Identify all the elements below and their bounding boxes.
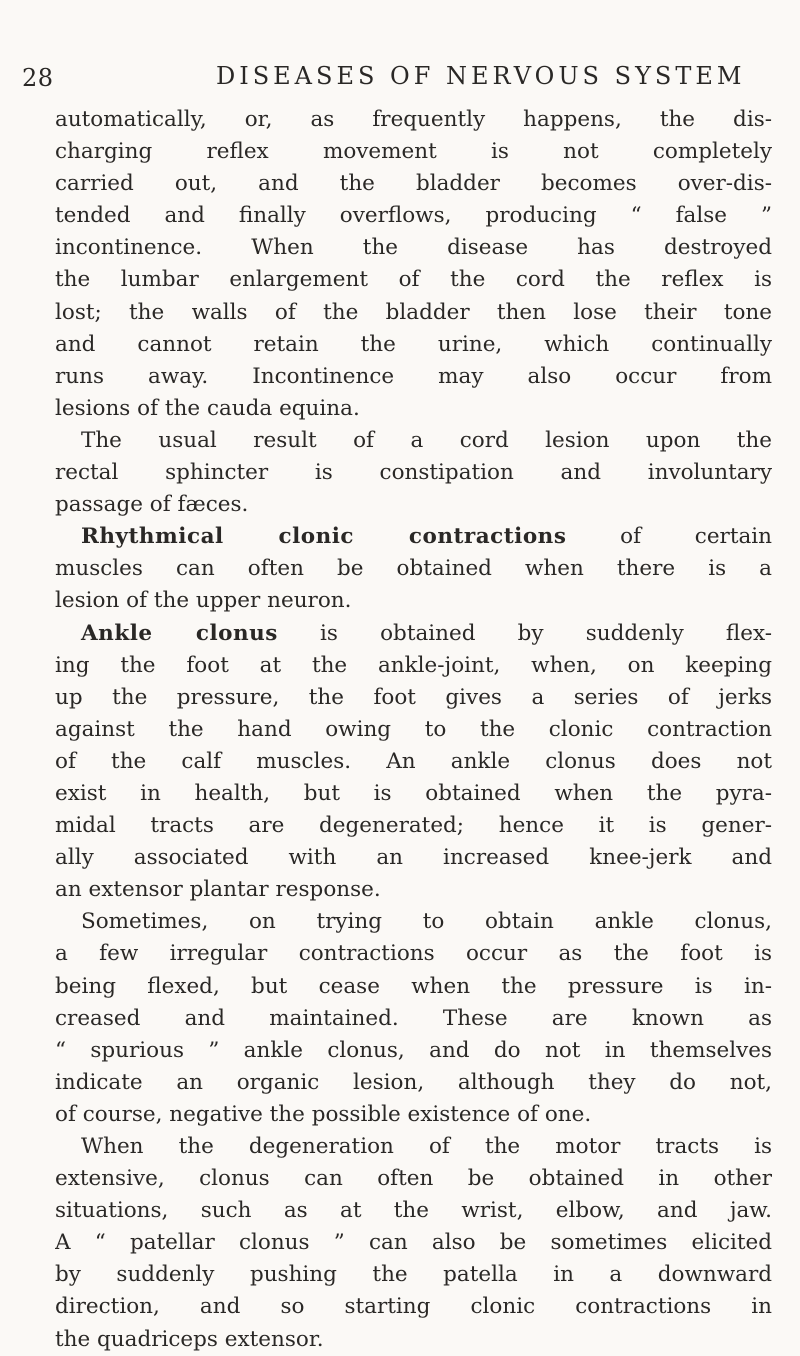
line-text: midal tracts are degenerated; hence it is gener-: [55, 813, 772, 839]
text-line: [55, 200, 772, 232]
line-text: When the degeneration of the motor tracts is: [81, 1134, 772, 1159]
text-line: [55, 1163, 772, 1195]
text-line: [55, 361, 772, 393]
body-text: [55, 104, 772, 1356]
line-text: ally associated with an increased knee-jerk and: [55, 845, 772, 871]
line-text: lesion of the upper neuron.: [55, 588, 352, 614]
text-line: [55, 521, 772, 553]
line-text: “ spurious ” ankle clonus, and do not in themselves: [55, 1037, 772, 1063]
line-text: ing the foot at the ankle-joint, when, on keeping: [55, 652, 772, 678]
line-text: of the calf muscles. An ankle clonus does not: [55, 748, 772, 774]
paragraph-heading: Ankle clonus: [81, 620, 278, 646]
paragraph: [55, 425, 772, 521]
text-line: [55, 842, 772, 874]
line-text: runs away. Incontinence may also occur from: [55, 363, 772, 389]
paragraph: [55, 618, 772, 907]
line-text: carried out, and the bladder becomes over-dis-: [55, 171, 772, 197]
text-line: [55, 1099, 772, 1131]
text-line: [55, 1324, 772, 1356]
text-line: [55, 232, 772, 264]
text-line: [55, 650, 772, 682]
line-text: rectal sphincter is constipation and involuntary: [55, 460, 772, 486]
line-text: being flexed, but cease when the pressure is in-: [55, 973, 772, 999]
paragraph: [55, 906, 772, 1131]
text-line: [55, 457, 772, 489]
text-line: [55, 393, 772, 425]
line-text: the lumbar enlargement of the cord the reflex is: [55, 267, 772, 293]
line-text: against the hand owing to the clonic contraction: [55, 716, 772, 742]
paragraph: [55, 104, 772, 425]
text-line: [55, 938, 772, 970]
line-text: A “ patellar clonus ” can also be sometimes elicited: [55, 1230, 772, 1256]
text-line: [55, 329, 772, 361]
running-title: DISEASES OF NERVOUS SYSTEM: [216, 62, 746, 90]
line-text: situations, such as at the wrist, elbow, and jaw.: [55, 1198, 772, 1224]
page-number: 28: [22, 64, 54, 92]
text-line: [55, 1035, 772, 1067]
text-line: [55, 489, 772, 521]
text-line: [55, 553, 772, 585]
line-text: a few irregular contractions occur as the foot is: [55, 941, 772, 967]
text-line: [55, 682, 772, 714]
text-line: [55, 971, 772, 1003]
line-text: by suddenly pushing the patella in a downward: [55, 1262, 772, 1288]
text-line: [55, 1003, 772, 1035]
line-text: up the pressure, the foot gives a series of jerks: [55, 684, 772, 710]
text-line: [55, 585, 772, 617]
line-text: tended and finally overflows, producing “ false ”: [55, 203, 772, 229]
line-text: direction, and so starting clonic contractions in: [55, 1294, 772, 1320]
text-line: [55, 1131, 772, 1163]
text-line: [55, 297, 772, 329]
line-text: the quadriceps extensor.: [55, 1326, 324, 1352]
line-text: charging reflex movement is not completely: [55, 139, 772, 165]
line-text: extensive, clonus can often be obtained in other: [55, 1166, 772, 1192]
paragraph-heading: Rhythmical clonic contractions: [81, 524, 567, 550]
page-header: [0, 58, 800, 98]
line-text: lesions of the cauda equina.: [55, 395, 360, 421]
line-text: passage of fæces.: [55, 492, 249, 518]
text-line: [55, 104, 772, 136]
text-line: [55, 618, 772, 650]
line-text: an extensor plantar response.: [55, 877, 381, 903]
line-text: incontinence. When the disease has destroyed: [55, 235, 772, 261]
text-line: [55, 425, 772, 457]
text-line: [55, 810, 772, 842]
line-text: creased and maintained. These are known as: [55, 1005, 772, 1031]
line-text: exist in health, but is obtained when the pyra-: [55, 780, 772, 806]
text-line: [55, 778, 772, 810]
text-line: [55, 714, 772, 746]
text-line: [55, 264, 772, 296]
line-text: and cannot retain the urine, which continually: [55, 331, 772, 357]
text-line: [55, 168, 772, 200]
line-text: automatically, or, as frequently happens, the dis-: [55, 107, 772, 132]
text-line: [55, 874, 772, 906]
line-text: The usual result of a cord lesion upon the: [81, 427, 772, 453]
text-line: [55, 1291, 772, 1323]
line-text: muscles can often be obtained when there is a: [55, 556, 772, 582]
line-text: is obtained by suddenly flex-: [277, 620, 772, 646]
text-line: [55, 1259, 772, 1291]
text-line: [55, 136, 772, 168]
text-line: [55, 906, 772, 938]
text-line: [55, 1227, 772, 1259]
text-line: [55, 1195, 772, 1227]
paragraph: [55, 521, 772, 617]
line-text: lost; the walls of the bladder then lose their tone: [55, 299, 772, 325]
line-text: indicate an organic lesion, although they do not,: [55, 1069, 772, 1095]
text-line: [55, 746, 772, 778]
line-text: of course, negative the possible existence of one.: [55, 1101, 592, 1127]
line-text: Sometimes, on trying to obtain ankle clonus,: [81, 909, 772, 935]
paragraph: [55, 1131, 772, 1356]
text-line: [55, 1067, 772, 1099]
line-text: of certain: [566, 524, 772, 550]
